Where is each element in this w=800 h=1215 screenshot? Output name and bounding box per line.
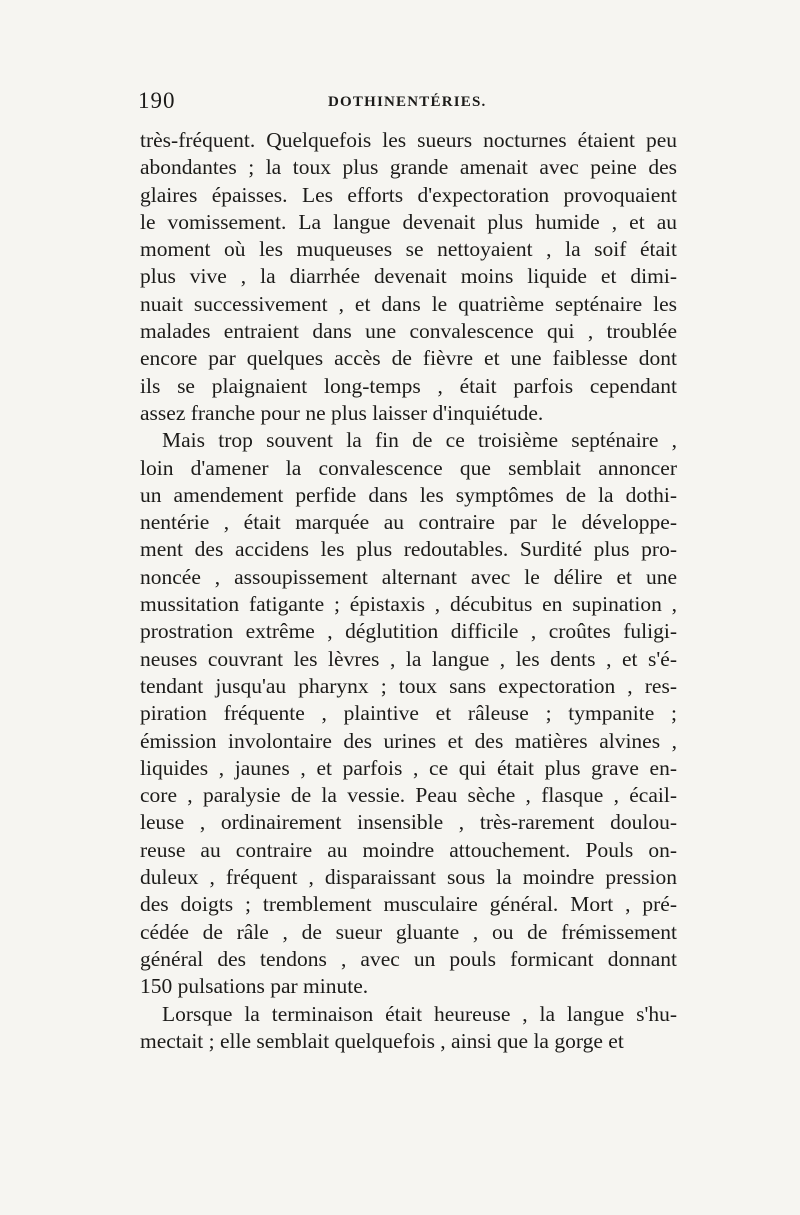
text-line: encore par quelques accès de fièvre et une faiblesse dont (140, 346, 677, 371)
text-line: 150 pulsations par minute. (140, 974, 369, 999)
text-line: piration fréquente , plaintive et râleuse ; tympanite ; (140, 701, 677, 726)
text-line: neuses couvrant les lèvres , la langue , les dents , et s'é- (140, 646, 677, 671)
paragraph (140, 427, 677, 1000)
body-text (140, 127, 677, 1055)
text-line: prostration extrême , déglutition difficile , croûtes fuligi- (140, 619, 677, 644)
text-line: leuse , ordinairement insensible , très-rarement doulou- (140, 810, 677, 835)
text-line: core , paralysie de la vessie. Peau sèche , flasque , écail- (140, 783, 677, 808)
text-line: cédée de râle , de sueur gluante , ou de frémissement (140, 919, 677, 944)
text-line: nuait successivement , et dans le quatrième septénaire les (140, 291, 677, 316)
text-line: duleux , fréquent , disparaissant sous la moindre pression (140, 865, 677, 890)
running-head: DOTHINENTÉRIES. (328, 94, 487, 110)
text-line: Lorsque la terminaison était heureuse , la langue s'hu- (162, 1001, 677, 1026)
text-line: Mais trop souvent la fin de ce troisième septénaire , (162, 428, 677, 453)
text-line: malades entraient dans une convalescence qui , troublée (140, 319, 677, 344)
text-line: mussitation fatigante ; épistaxis , décubitus en supination , (140, 592, 677, 617)
text-line: très-fréquent. Quelquefois les sueurs nocturnes étaient peu (140, 128, 677, 152)
text-line: général des tendons , avec un pouls formicant donnant (140, 946, 677, 971)
text-line: nentérie , était marquée au contraire par le développe- (140, 510, 677, 535)
text-line: glaires épaisses. Les efforts d'expectoration provoquaient (140, 182, 677, 207)
page-number: 190 (138, 88, 176, 113)
text-line: assez franche pour ne plus laisser d'inquiétude. (140, 400, 544, 425)
text-line: noncée , assoupissement alternant avec le délire et une (140, 564, 677, 589)
text-line: reuse au contraire au moindre attouchement. Pouls on- (140, 837, 677, 862)
paragraph (140, 127, 677, 427)
text-line: liquides , jaunes , et parfois , ce qui était plus grave en- (140, 755, 677, 780)
page-header (138, 88, 678, 118)
text-line: loin d'amener la convalescence que semblait annoncer (140, 455, 677, 480)
text-line: des doigts ; tremblement musculaire général. Mort , pré- (140, 892, 677, 917)
text-line: mectait ; elle semblait quelquefois , ainsi que la gorge et (140, 1028, 624, 1053)
text-line: un amendement perfide dans les symptômes de la dothi- (140, 482, 677, 507)
paragraph (140, 1001, 677, 1056)
text-line: plus vive , la diarrhée devenait moins liquide et dimi- (140, 264, 677, 289)
text-line: ment des accidens les plus redoutables. Surdité plus pro- (140, 537, 677, 562)
text-line: tendant jusqu'au pharynx ; toux sans expectoration , res- (140, 673, 677, 698)
text-line: abondantes ; la toux plus grande amenait avec peine des (140, 155, 677, 180)
text-line: moment où les muqueuses se nettoyaient , la soif était (140, 237, 677, 262)
text-line: émission involontaire des urines et des matières alvines , (140, 728, 677, 753)
text-line: ils se plaignaient long-temps , était parfois cependant (140, 373, 677, 398)
text-line: le vomissement. La langue devenait plus humide , et au (140, 209, 677, 234)
